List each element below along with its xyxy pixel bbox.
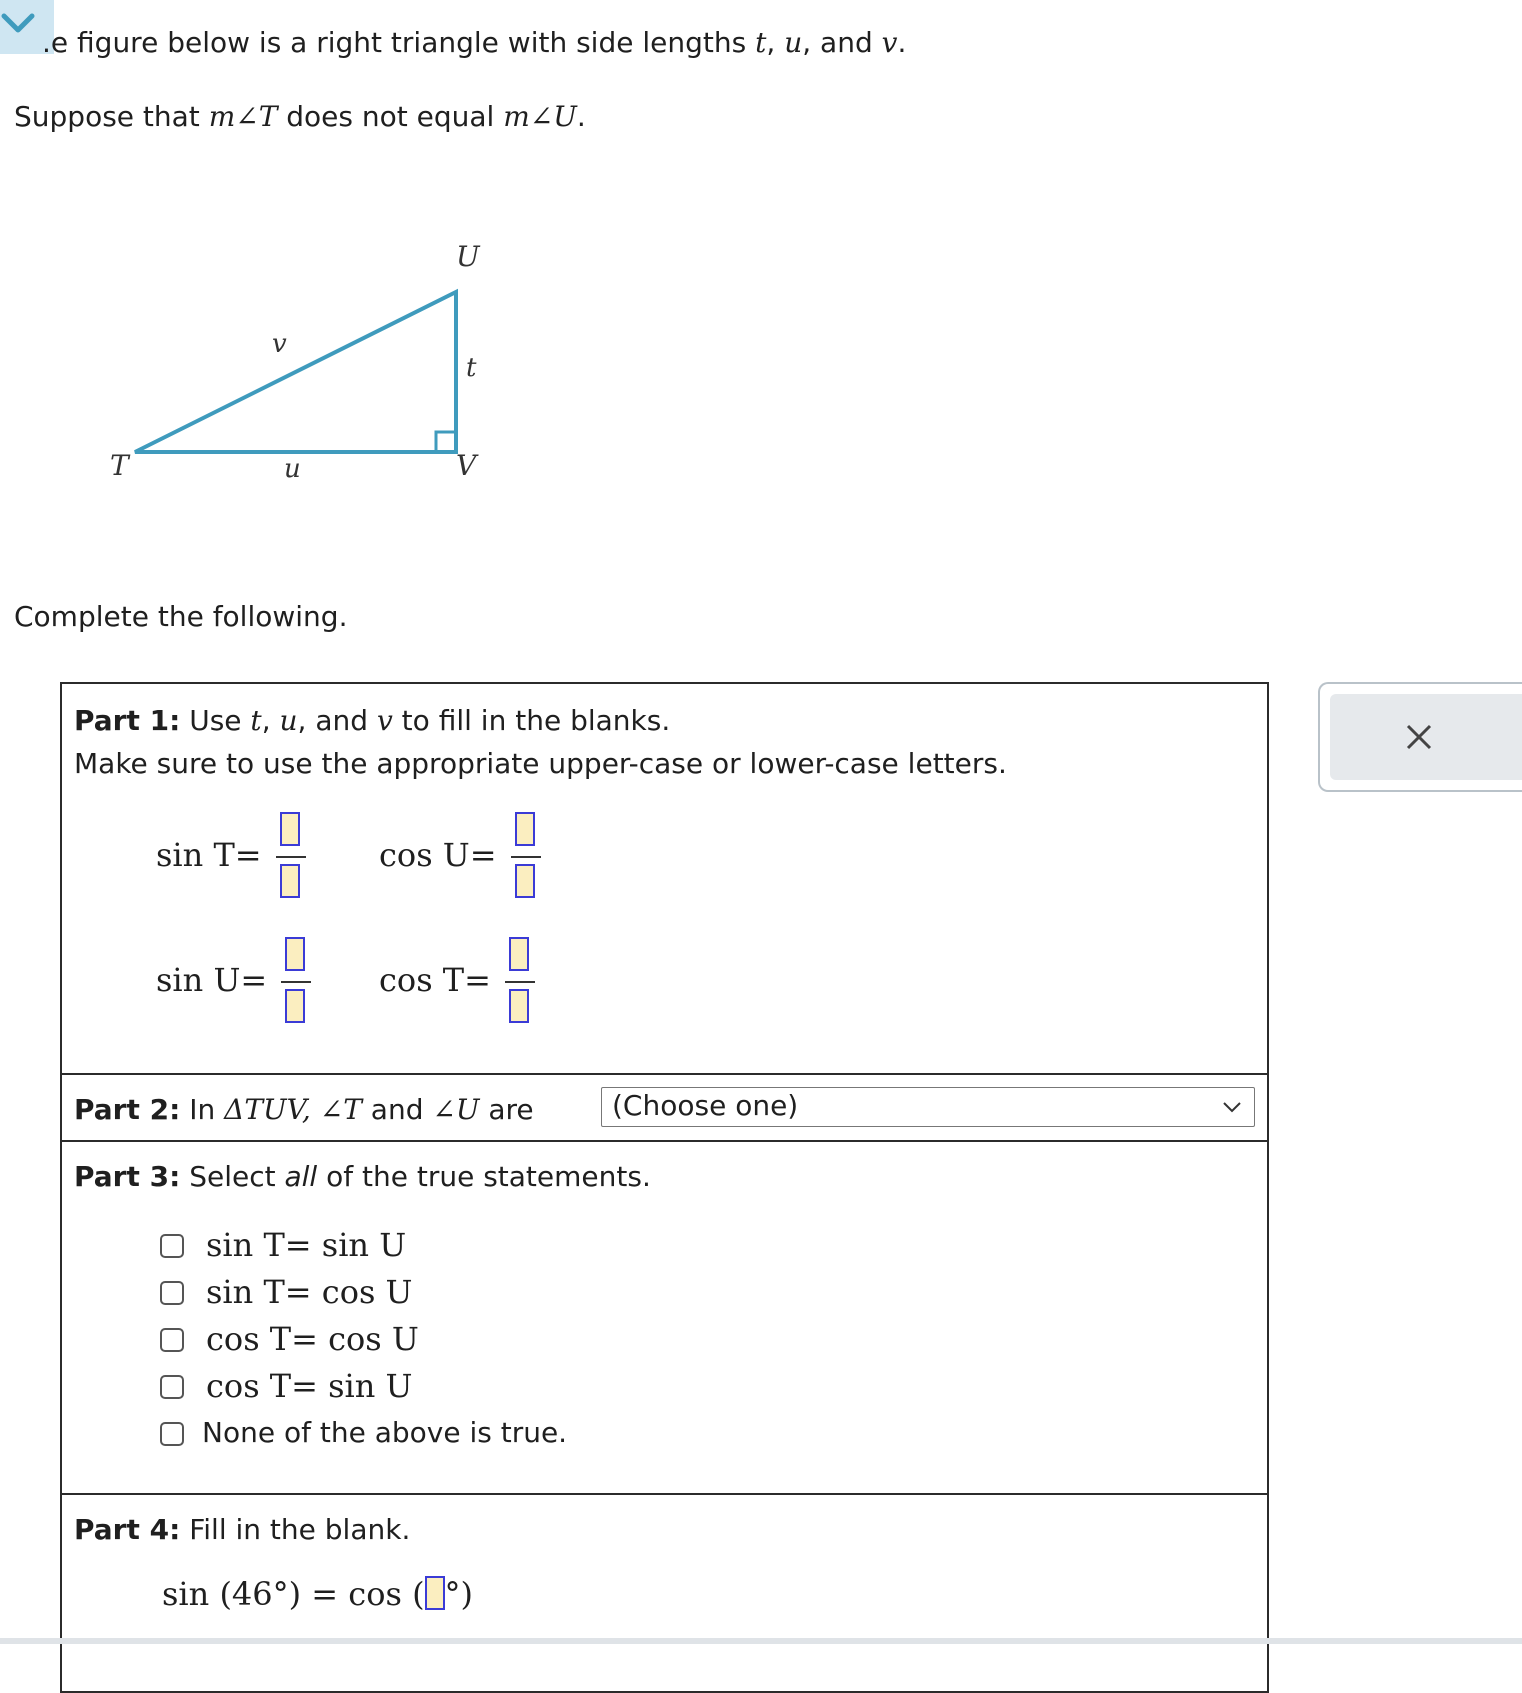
close-icon [1406,724,1432,750]
chevron-down-icon [1222,1100,1242,1114]
triangle-name: ΔTUV, [224,1093,311,1126]
vertex-T-label: T [110,449,129,482]
fraction-bar [281,981,311,983]
option-checkbox-5[interactable] [160,1422,184,1446]
cosT-label: cos T= [379,961,491,999]
close-button[interactable] [1330,694,1522,780]
part1-heading: Part 1: Use t, u, and v to fill in the blanks. [74,704,671,737]
part4-equation [162,1575,473,1613]
part2-text [74,1093,534,1126]
sinT-numerator-input[interactable] [280,812,300,846]
option-label-3: cos T= cos U [206,1320,419,1358]
part4-angle-input[interactable] [425,1576,445,1610]
part1-panel [60,682,1269,1075]
cosU-numerator-input[interactable] [515,812,535,846]
side-v-label: v [272,329,287,359]
part1-label: Part 1: [74,704,181,737]
part3-text: of the true statements. [317,1160,651,1193]
intro-line-2: Suppose that m∠T does not equal m∠U. [14,100,586,133]
option-checkbox-4[interactable] [160,1375,184,1399]
triangle-figure [0,230,520,500]
right-angle-marker [436,432,456,452]
part3-label: Part 3: [74,1160,181,1193]
option-checkbox-1[interactable] [160,1234,184,1258]
option-checkbox-2[interactable] [160,1281,184,1305]
part2-prefix: In [189,1093,225,1126]
option-label-1: sin T= sin U [206,1226,407,1264]
cosU-denominator-input[interactable] [515,864,535,898]
triangle-shape [135,292,456,452]
equals-sign: = [311,1575,339,1613]
fraction-bar [505,981,535,983]
part4-panel [60,1493,1269,1693]
side-t-label: t [466,353,477,383]
part1-instruction: Make sure to use the appropriate upper-case or lower-case letters. [74,747,1007,780]
fraction-bar [511,856,541,858]
equation-rhs-suffix: °) [444,1575,474,1613]
var-t: t [755,26,767,59]
var-u: u [784,26,803,59]
part4-label: Part 4: [74,1513,181,1546]
part4-text: Fill in the blank. [189,1513,411,1546]
vertex-V-label: V [456,449,477,482]
equation-rhs-prefix: cos ( [348,1575,425,1613]
bottom-scroll-edge [0,1638,1522,1644]
option-label-5: None of the above is true. [202,1416,568,1449]
dropdown-value: (Choose one) [612,1089,799,1122]
part3-emphasis: all [284,1160,318,1193]
part2-dropdown[interactable] [601,1087,1255,1127]
sinT-denominator-input[interactable] [280,864,300,898]
intro-text: .e figure below is a right triangle with side lengths [42,26,756,59]
vertex-U-label: U [456,240,480,273]
sinT-label: sin T= [156,836,262,874]
and-text: and [820,26,873,59]
angle-T-measure: m∠T [208,100,278,133]
option-label-4: cos T= sin U [206,1367,413,1405]
side-panel-tab [1318,682,1522,792]
part1-text: to fill in the blanks. [392,704,671,737]
part3-heading [74,1160,651,1193]
option-checkbox-3[interactable] [160,1328,184,1352]
var-u: u [279,704,298,737]
side-u-label: u [284,454,301,484]
equation-lhs: sin (46°) [162,1575,302,1613]
and-text: and [370,1093,424,1126]
intro-line-1: .e figure below is a right triangle with side lengths t, u, and v. [42,26,907,59]
cosU-label: cos U= [379,836,497,874]
angle-U-measure: m∠U [503,100,577,133]
angle-T: ∠T [319,1093,362,1126]
option-label-2: sin T= cos U [206,1273,413,1311]
and-text: and [315,704,369,737]
angle-U: ∠U [432,1093,480,1126]
intro-text: Suppose that [14,100,209,133]
intro-text: does not equal [277,100,504,133]
sinU-label: sin U= [156,961,268,999]
part3-panel [60,1140,1269,1495]
complete-instruction: Complete the following. [14,600,348,633]
part4-heading [74,1513,410,1546]
sinU-denominator-input[interactable] [285,989,305,1023]
are-text: are [488,1093,534,1126]
var-t: t [250,704,262,737]
fraction-bar [276,856,306,858]
sinU-numerator-input[interactable] [285,937,305,971]
part2-label: Part 2: [74,1093,181,1126]
var-v: v [881,26,898,59]
cosT-numerator-input[interactable] [509,937,529,971]
part1-text: Use [189,704,251,737]
cosT-denominator-input[interactable] [509,989,529,1023]
var-v: v [376,704,393,737]
part3-text: Select [189,1160,285,1193]
